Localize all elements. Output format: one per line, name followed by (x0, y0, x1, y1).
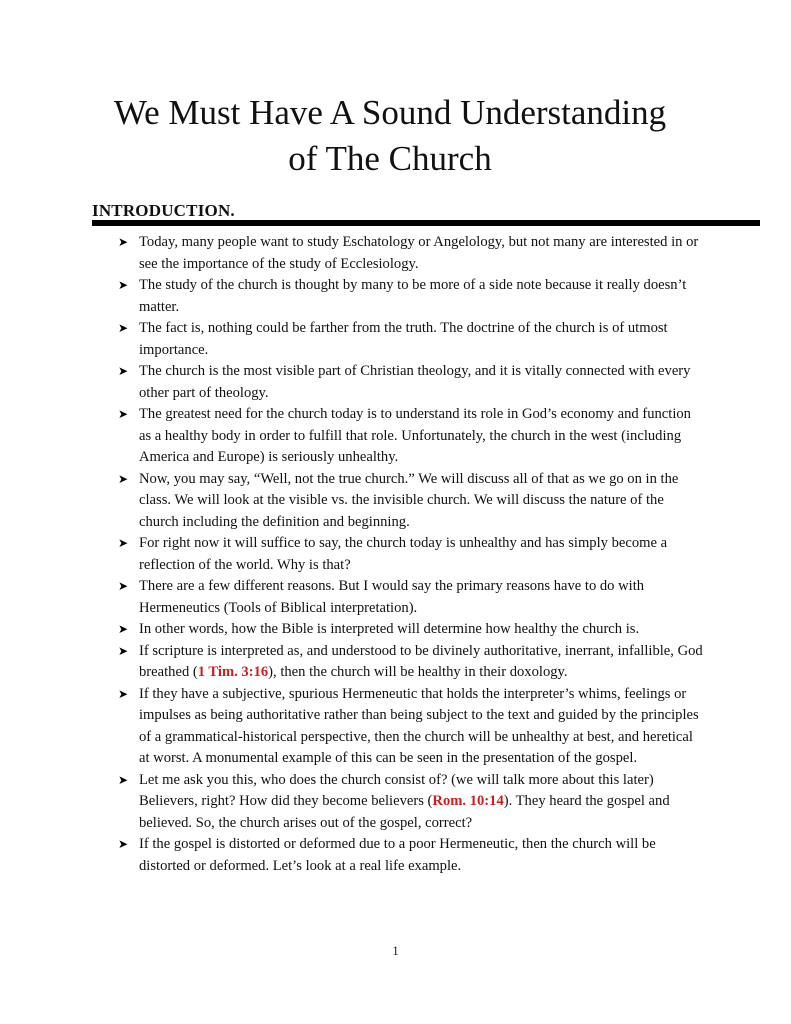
arrowhead-bullet-icon: ➤ (118, 622, 129, 636)
list-item (118, 770, 703, 835)
list-item-text: There are a few different reasons. But I would say the primary reasons have to do with Hermeneutics (Tools of Biblical interpretation). (139, 578, 645, 616)
arrowhead-bullet-icon: ➤ (118, 536, 129, 550)
list-item (118, 361, 703, 404)
arrowhead-bullet-icon: ➤ (118, 278, 129, 292)
arrowhead-bullet-icon: ➤ (118, 579, 129, 593)
list-item (118, 404, 703, 469)
arrowhead-bullet-icon: ➤ (118, 235, 129, 249)
list-item (118, 641, 703, 684)
list-item-text: The study of the church is thought by many to be more of a side note because it really doesn’t matter. (139, 277, 687, 315)
list-item (118, 834, 703, 877)
list-item-text: If the gospel is distorted or deformed due to a poor Hermeneutic, then the church will be distorted or deformed. Let’s look at a real life example. (139, 836, 656, 874)
list-item (118, 533, 703, 576)
arrowhead-bullet-icon: ➤ (118, 686, 129, 701)
list-item-text: The church is the most visible part of Christian theology, and it is vitally connected with every other part of theology. (139, 363, 691, 401)
list-item (118, 318, 703, 361)
list-item-text: The greatest need for the church today is to understand its role in God’s economy and function as a healthy body in order to fulfill that role. Unfortunately, the church in the west (including America and Europe) is seriously unhealthy. (139, 406, 691, 465)
list-item-text: In other words, how the Bible is interpreted will determine how healthy the church is. (139, 621, 640, 637)
page-title (60, 90, 720, 182)
scripture-reference: 1 Tim. 3:16 (197, 664, 269, 680)
list-item-text: Now, you may say, “Well, not the true church.” We will discuss all of that as we go on in the class. We will look at the visible vs. the invisible church. We will discuss the nature of the church including the definition and beginning. (139, 470, 679, 530)
bullet-list (118, 232, 703, 877)
scripture-reference: Rom. 10:14 (432, 793, 504, 809)
arrowhead-bullet-icon: ➤ (118, 837, 129, 851)
list-item-text-before-reference: Let me ask you this, who does the church consist of? (we will talk more about this later) Believers, right? How did they become believers ( (139, 771, 654, 809)
arrowhead-bullet-icon: ➤ (118, 364, 129, 378)
section-heading: INTRODUCTION. (92, 201, 235, 220)
arrowhead-bullet-icon: ➤ (118, 471, 129, 486)
list-item-text: If they have a subjective, spurious Hermeneutic that holds the interpreter’s whims, feelings or impulses as being authoritative rather than being subject to the text and guided by the principles of a grammatical-historical perspective, then the church will be unhealthy at best, and heretical at worst. A monumental example of this can be seen in the presentation of the gospel. (139, 685, 699, 766)
page-title-line-2: of The Church (288, 139, 492, 178)
list-item-text: Today, many people want to study Eschatology or Angelology, but not many are interested in or see the importance of the study of Ecclesiology. (139, 234, 699, 272)
list-item-text-before-reference: If scripture is interpreted as, and understood to be divinely authoritative, inerrant, infallible, God breathed ( (139, 642, 703, 680)
arrowhead-bullet-icon: ➤ (118, 407, 129, 421)
page-number: 1 (392, 943, 399, 958)
list-item (118, 469, 703, 534)
arrowhead-bullet-icon: ➤ (118, 643, 129, 658)
list-item-text-after-reference: ). They heard the gospel and believed. So, the church arises out of the gospel, correct? (139, 793, 670, 831)
list-item (118, 576, 703, 619)
list-item-text: The fact is, nothing could be farther from the truth. The doctrine of the church is of utmost importance. (139, 320, 668, 358)
page-title-line-1: We Must Have A Sound Understanding (113, 93, 667, 132)
list-item (118, 232, 703, 275)
arrowhead-bullet-icon: ➤ (118, 772, 129, 787)
list-item (118, 684, 703, 770)
arrowhead-bullet-icon: ➤ (118, 321, 129, 335)
section-divider (92, 220, 760, 226)
list-item (118, 619, 703, 641)
list-item-text: For right now it will suffice to say, the church today is unhealthy and has simply become a reflection of the world. Why is that? (139, 535, 668, 573)
list-item (118, 275, 703, 318)
list-item-text-after-reference: ), then the church will be healthy in their doxology. (268, 664, 568, 680)
